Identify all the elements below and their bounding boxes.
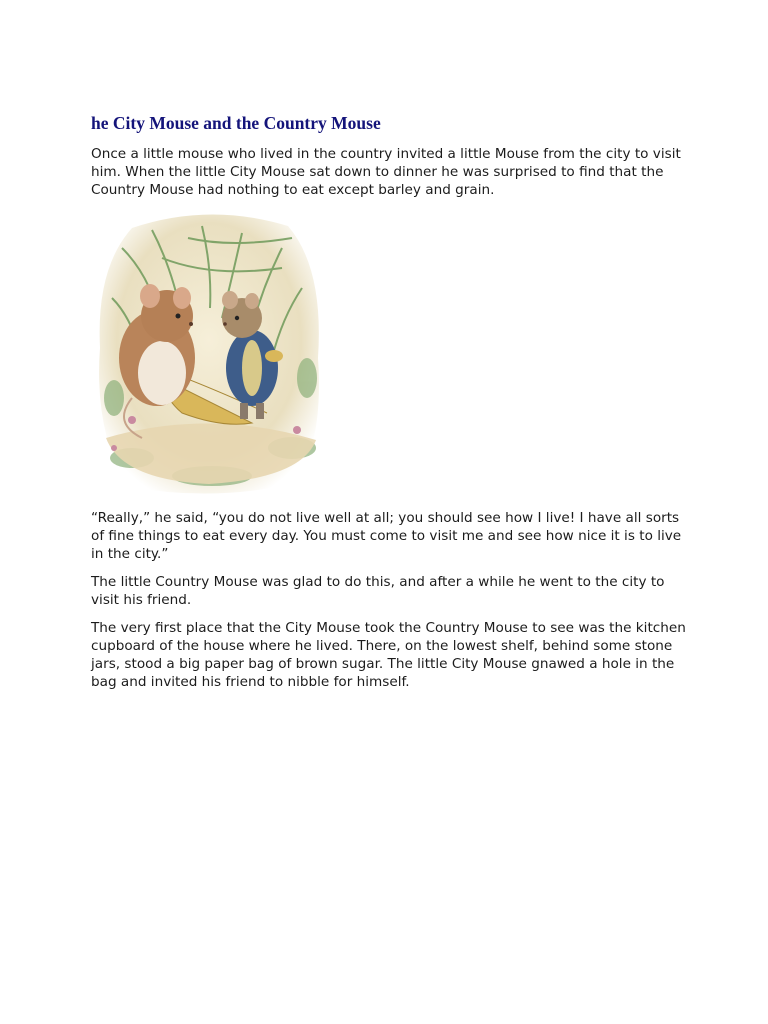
mice-illustration <box>92 208 326 498</box>
paragraph-4: The very first place that the City Mouse took the Country Mouse to see was the kitchen cupboard of the house where he lived. There, on the lowest shelf, behind some stone jars, stood a big paper bag of brown sugar. The little City Mouse gnawed a hole in the bag and invited his friend to nibble for himself. <box>91 620 686 690</box>
story-title: he City Mouse and the Country Mouse <box>91 113 381 133</box>
paragraph-1: Once a little mouse who lived in the country invited a little Mouse from the city to visit him. When the little City Mouse sat down to dinner he was surprised to find that the Country Mouse had nothing to eat except barley and grain. <box>91 146 681 198</box>
paragraph-2: “Really,” he said, “you do not live well at all; you should see how I live! I have all sorts of fine things to eat every day. You must come to visit me and see how nice it is to live in the city.” <box>91 510 682 562</box>
paragraph-3: The little Country Mouse was glad to do this, and after a while he went to the city to visit his friend. <box>91 574 665 608</box>
